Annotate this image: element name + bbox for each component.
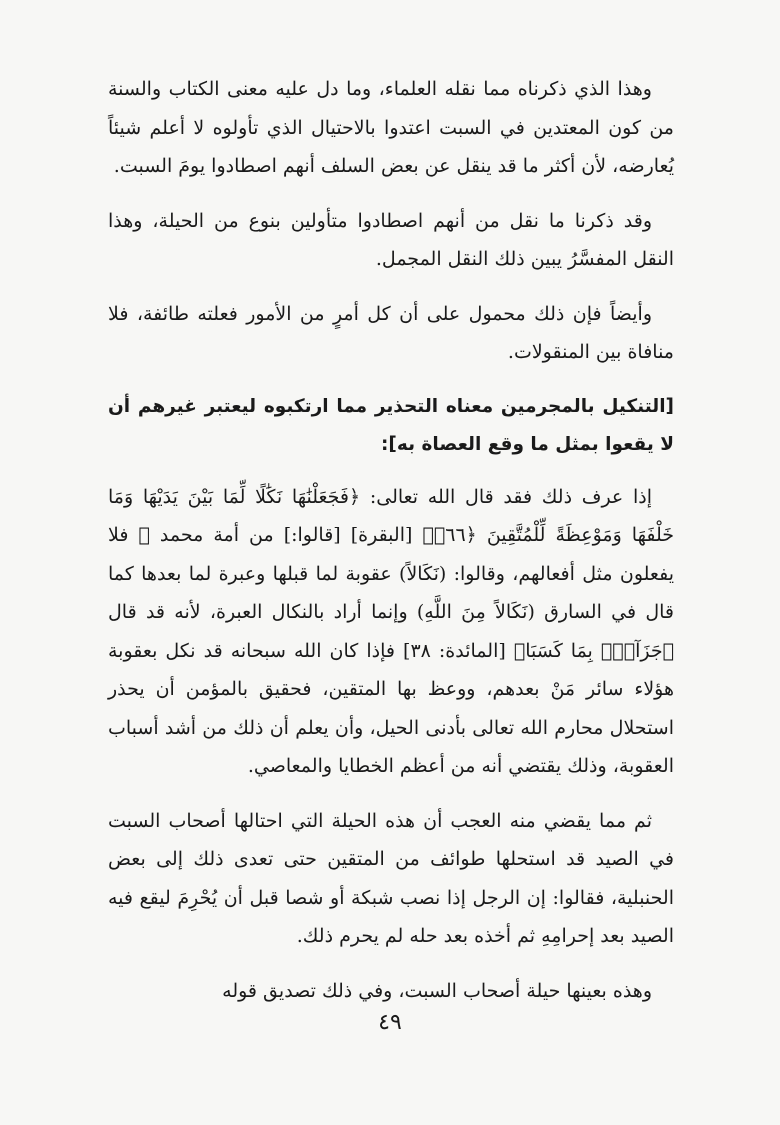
page-number: ٤٩: [378, 1010, 402, 1035]
paragraph: وقد ذكرنا ما نقل من أنهم اصطادوا متأولين بنوع من الحيلة، وهذا النقل المفسَّرُ يبين ذلك النقل المجمل.: [108, 209, 674, 270]
paragraph: إذا عرف ذلك فقد قال الله تعالى: ﴿فَجَعَلْنَٰهَا نَكَٰلًا لِّمَا بَيْنَ يَدَيْهَا وَمَا خَلْفَهَا وَمَوْعِظَةً لِّلْمُتَّقِينَ ﴿٦٦﴾﴾ [البقرة] [قالوا:] من أمة محمد ﷺ فلا يفعلون مثل أفعالهم، وقالوا: (نَكَالاً) عقوبة لما قبلها وعبرة لما بعدها كما قال في السارق (نَكَالاً مِنَ اللَّهِ) وإنما أراد بالنكال العبرة، لأنه قد قال ﴿جَزَآءَۢ بِمَا كَسَبَا﴾ [المائدة: ٣٨] فإذا كان الله سبحانه قد نكل بعقوبة هؤلاء سائر مَنْ بعدهم، ووعظ بها المتقين، فحقيق بالمؤمن أن يحذر استحلال محارم الله تعالى بأدنى الحيل، وأن يعلم أن ذلك من أشد أسباب العقوبة، وذلك يقتضي أنه من أعظم الخطايا والمعاصي.: [108, 485, 675, 777]
paragraph: ثم مما يقضي منه العجب أن هذه الحيلة التي احتالها أصحاب السبت في الصيد قد استحلها طوائف من المتقين حتى تعدى ذلك إلى بعض الحنبلية، فقالوا: إن الرجل إذا نصب شبكة أو شصا قبل أن يُحْرِمَ ليقع فيه الصيد بعد إحرامِهِ ثم أخذه بعد حله لم يحرم ذلك.: [108, 809, 674, 947]
paragraph: وهذا الذي ذكرناه مما نقله العلماء، وما دل عليه معنى الكتاب والسنة من كون المعتدين في السبت اعتدوا بالاحتيال الذي تأولوه لا أعلم شيئاً يُعارضه، لأن أكثر ما قد ينقل عن بعض السلف أنهم اصطادوا يومَ السبت.: [108, 78, 674, 177]
section-heading: [التنكيل بالمجرمين معناه التحذير مما ارتكبوه ليعتبر غيرهم أن لا يقعوا بمثل ما وقع العصاة به]:: [108, 395, 674, 455]
paragraph: وأيضاً فإن ذلك محمول على أن كل أمرٍ من الأمور فعلته طائفة، فلا منافاة بين المنقولات.: [108, 302, 674, 363]
paragraph: وهذه بعينها حيلة أصحاب السبت، وفي ذلك تصديق قوله: [222, 979, 652, 1002]
page-body: [108, 70, 674, 1026]
